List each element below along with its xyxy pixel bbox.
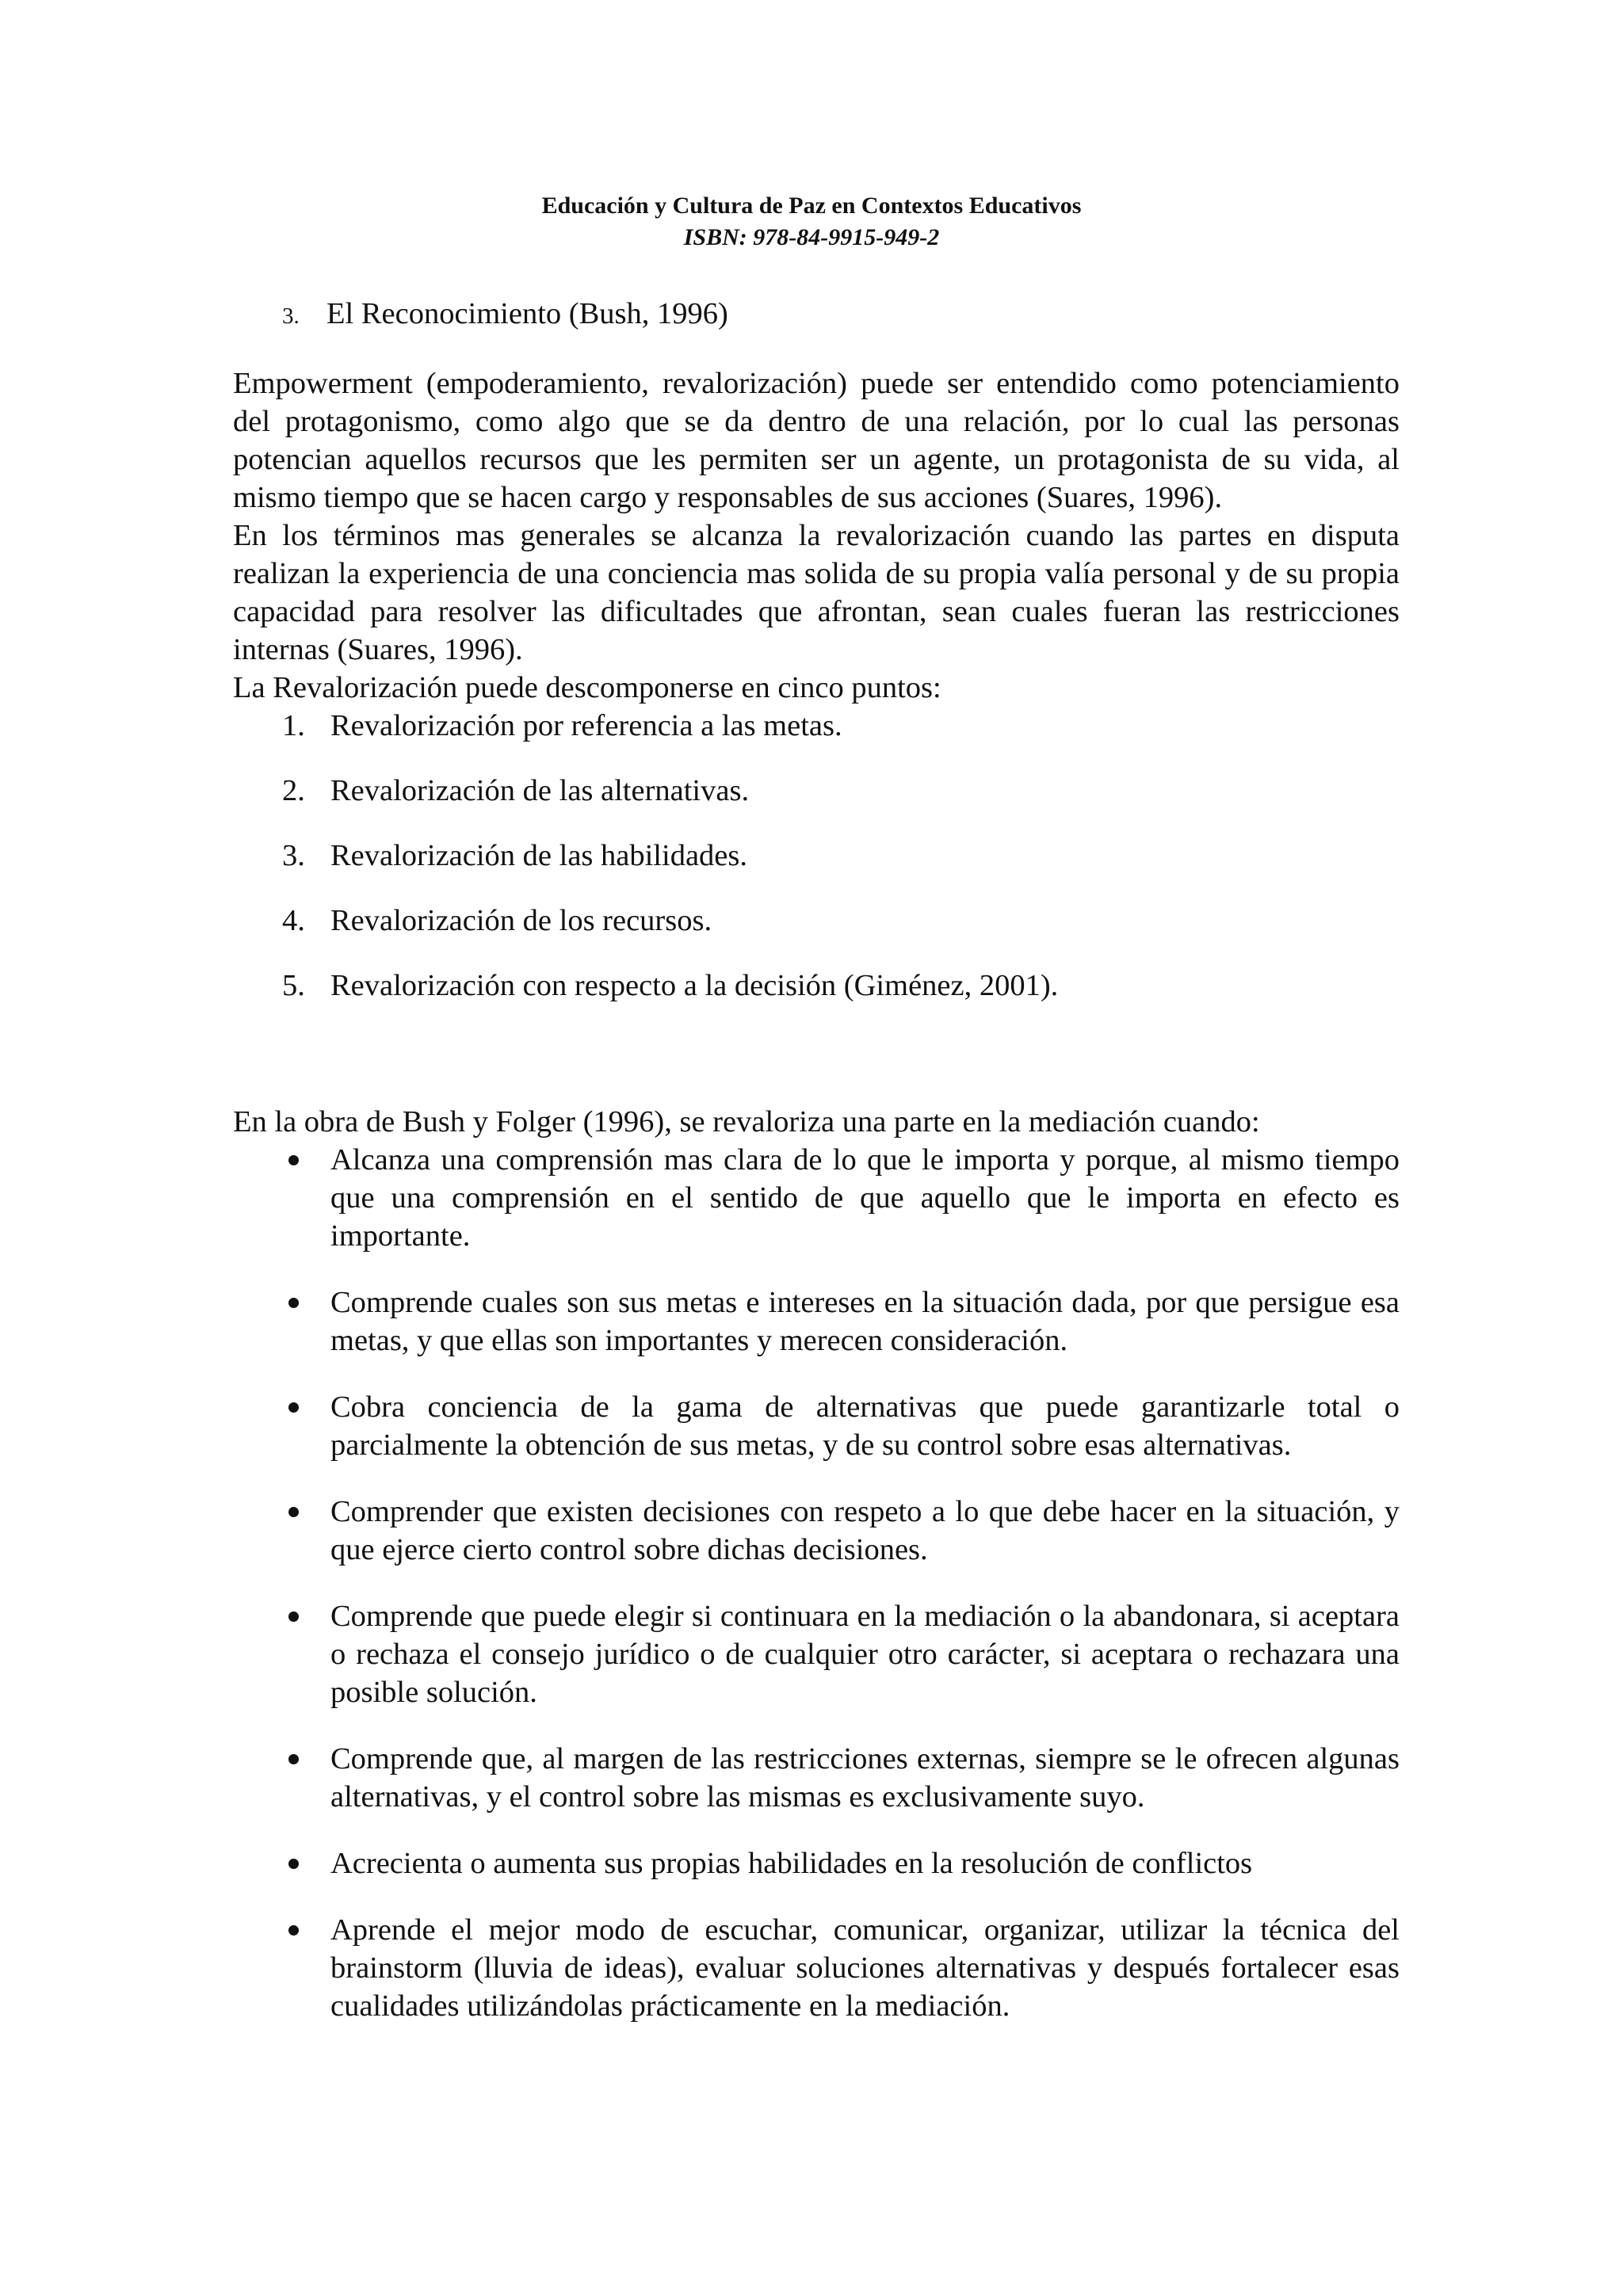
bullet-item — [233, 1493, 1400, 1569]
bullet-item — [233, 1740, 1400, 1816]
bullet-icon — [288, 1859, 299, 1869]
list-item — [233, 772, 1400, 810]
section-title: El Reconocimiento (Bush, 1996) — [327, 297, 728, 330]
bullet-icon — [288, 1507, 299, 1517]
section-number: 3. — [282, 303, 300, 329]
bullet-item — [233, 1911, 1400, 2025]
section-heading — [282, 295, 1400, 333]
list-item-number: 5. — [282, 969, 305, 1002]
list-item-text: Revalorización de las habilidades. — [330, 839, 747, 872]
bullet-icon — [288, 1925, 299, 1936]
page-header — [0, 190, 1623, 254]
mediation-bullets-list — [233, 1141, 1400, 2025]
bullet-icon — [288, 1298, 299, 1308]
bullet-text: Comprende que, al margen de las restricciones externas, siempre se le ofrecen algunas alternativas, y el control sobre las mismas es exclusivamente suyo. — [330, 1742, 1400, 1814]
bullet-item — [233, 1283, 1400, 1360]
list-item-number: 4. — [282, 904, 305, 937]
list-item-text: Revalorización por referencia a las metas. — [330, 709, 842, 742]
list-item — [233, 902, 1400, 940]
bullet-text: Comprende que puede elegir si continuara en la mediación o la abandonara, si aceptara o rechaza el consejo jurídico o de cualquier otro carácter, si aceptara o rechazara una posible solución. — [330, 1600, 1400, 1709]
header-isbn: ISBN: 978-84-9915-949-2 — [683, 224, 940, 250]
header-title: Educación y Cultura de Paz en Contextos Educativos — [541, 193, 1082, 219]
bullet-item — [233, 1844, 1400, 1882]
bullet-text: Comprende cuales son sus metas e intereses en la situación dada, por que persigue esa metas, y que ellas son importantes y merecen consideración. — [330, 1286, 1400, 1357]
bullet-item — [233, 1141, 1400, 1255]
paragraph-five-points-intro: La Revalorización puede descomponerse en cinco puntos: — [233, 671, 941, 704]
bullet-text: Aprende el mejor modo de escuchar, comunicar, organizar, utilizar la técnica del brainstorm (lluvia de ideas), evaluar soluciones alternativas y después fortalecer esas cualidades utilizándolas prácticamente en la mediación. — [330, 1913, 1400, 2023]
paragraph-bush-folger-intro: En la obra de Bush y Folger (1996), se revaloriza una parte en la mediación cuando: — [233, 1105, 1260, 1138]
bullet-text: Alcanza una comprensión mas clara de lo que le importa y porque, al mismo tiempo que una comprensión en el sentido de que aquello que le importa en efecto es importante. — [330, 1143, 1400, 1253]
list-item-number: 3. — [282, 839, 305, 872]
paragraph-empowerment: Empowerment (empoderamiento, revalorización) puede ser entendido como potenciamiento del protagonismo, como algo que se da dentro de una relación, por lo cual las personas potencian aquellos recursos que les permiten ser un agente, un protagonista de su vida, al mismo tiempo que se hacen cargo y responsables de sus acciones (Suares, 1996). — [233, 367, 1400, 514]
list-item-text: Revalorización de las alternativas. — [330, 774, 750, 807]
document-body — [233, 295, 1400, 2054]
list-item — [233, 837, 1400, 875]
bullet-icon — [288, 1402, 299, 1413]
revalorization-points-list — [233, 707, 1400, 1005]
list-item-number: 1. — [282, 709, 305, 742]
list-item-text: Revalorización con respecto a la decisión (Giménez, 2001). — [330, 969, 1059, 1002]
list-item-number: 2. — [282, 774, 305, 807]
bullet-icon — [288, 1155, 299, 1165]
bullet-item — [233, 1388, 1400, 1464]
bullet-text: Comprender que existen decisiones con respeto a lo que debe hacer en la situación, y que ejerce cierto control sobre dichas decisiones. — [330, 1495, 1400, 1566]
list-item-text: Revalorización de los recursos. — [330, 904, 712, 937]
paragraph-revalorization: En los términos mas generales se alcanza la revalorización cuando las partes en disputa realizan la experiencia de una conciencia mas solida de su propia valía personal y de su propia capacidad para resolver las dificultades que afrontan, sean cuales fueran las restricciones internas (Suares, 1996). — [233, 519, 1400, 666]
bullet-item — [233, 1597, 1400, 1711]
bullet-icon — [288, 1754, 299, 1764]
bullet-icon — [288, 1611, 299, 1622]
spacer — [233, 1032, 1400, 1103]
list-item — [233, 707, 1400, 745]
list-item — [233, 967, 1400, 1005]
bullet-text: Acrecienta o aumenta sus propias habilidades en la resolución de conflictos — [330, 1847, 1253, 1880]
bullet-text: Cobra conciencia de la gama de alternativas que puede garantizarle total o parcialmente la obtención de sus metas, y de su control sobre esas alternativas. — [330, 1390, 1400, 1462]
